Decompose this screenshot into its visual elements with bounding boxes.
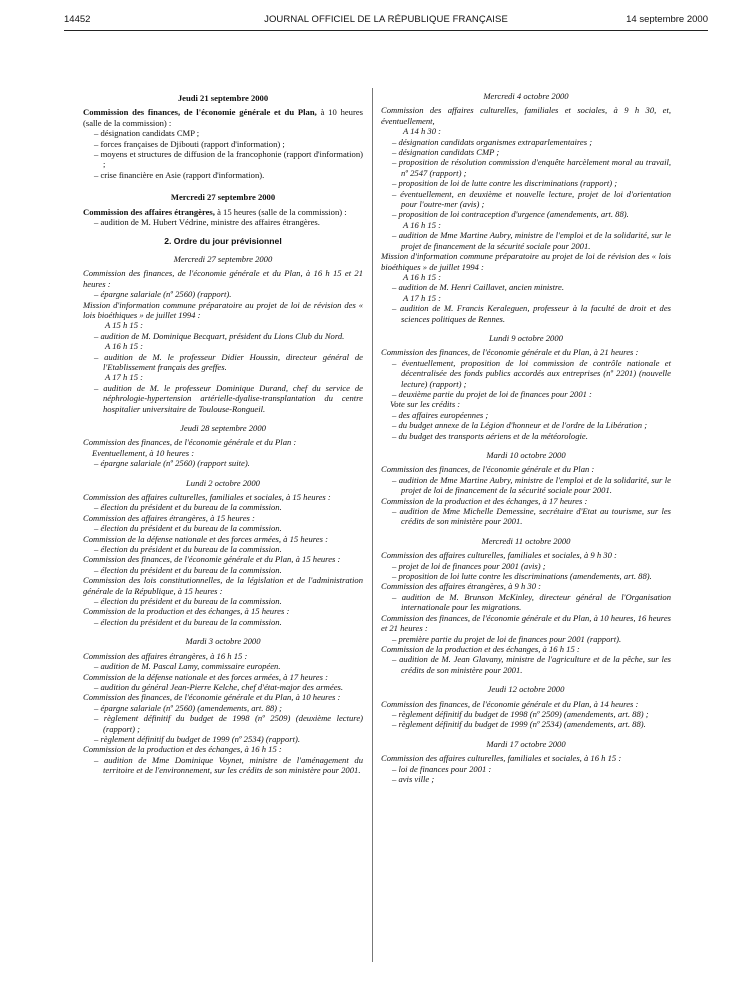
agenda-item: – audition du général Jean-Pierre Kelche, chef d'état-major des armées. — [94, 681, 344, 692]
page-number: 14452 — [64, 14, 91, 25]
agenda-entry: Commission des finances, de l'économie générale et du Plan : — [381, 464, 595, 475]
agenda-entry: Commission des affaires culturelles, familiales et sociales, à 9 h 30, et, éventuellement, — [381, 105, 671, 126]
agenda-item: – épargne salariale (nº 2560) (rapport suite). — [94, 458, 250, 469]
agenda-entry: Commission des finances, de l'économie générale et du Plan, à 10 heures, 16 heures et 21 heures : — [381, 612, 671, 634]
page-header — [64, 14, 708, 28]
agenda-entry: Commission de la défense nationale et des forces armées, à 17 heures : — [83, 671, 328, 682]
agenda-entry: Commission de la production et des échanges, à 15 heures : — [83, 606, 290, 617]
day-heading: Jeudi 12 octobre 2000 — [487, 684, 565, 695]
issue-date: 14 septembre 2000 — [626, 14, 708, 25]
agenda-item: – règlement définitif du budget de 1999 (nº 2534) (rapport). — [94, 733, 301, 744]
agenda-item: – proposition de loi contraception d'urgence (amendements, art. 88). — [392, 209, 629, 220]
time-slot: A 16 h 15 : — [403, 271, 442, 282]
agenda-item: – audition de M. Brunson McKinley, directeur général de l'Organisation internationale pour les migrations. — [392, 591, 671, 613]
agenda-item: – deuxième partie du projet de loi de finances pour 2001 : — [392, 388, 592, 399]
agenda-item: – audition de M. Pascal Lamy, commissaire européen. — [94, 661, 281, 672]
day-heading: Mardi 10 octobre 2000 — [486, 450, 566, 460]
agenda-entry: Commission des finances, de l'économie générale et du Plan, à 21 heures : — [381, 347, 639, 358]
header-rule — [64, 30, 708, 31]
agenda-item: – éventuellement, en deuxième et nouvelle lecture, projet de loi d'orientation pour l'outre-mer (avis) ; — [392, 188, 671, 210]
day-heading: Mardi 17 octobre 2000 — [486, 738, 566, 749]
agenda-item: – élection du président et du bureau de la commission. — [94, 523, 282, 534]
agenda-item: – proposition de loi de lutte contre les discriminations (rapport) ; — [392, 178, 618, 189]
day-heading: Mercredi 27 septembre 2000 — [173, 253, 273, 264]
committee-name: Commission des affaires étrangères, — [83, 206, 215, 217]
day-heading: Jeudi 28 septembre 2000 — [180, 422, 266, 433]
agenda-entry: Commission de la production et des échanges, à 17 heures : — [381, 495, 588, 506]
agenda-item: – élection du président et du bureau de la commission. — [94, 616, 282, 627]
column-divider — [372, 88, 373, 962]
agenda-item: – élection du président et du bureau de la commission. — [94, 544, 282, 555]
agenda-entry: Commission des lois constitutionnelles, de la législation et de l'administration générale de la République, à 15 heures : — [83, 575, 363, 596]
agenda-item: – éventuellement, proposition de loi commission de contrôle nationale et décentralisée des fonds publics accordés aux entreprises (nº 2201) (nouvelle lecture) (rapport) ; — [392, 357, 671, 389]
agenda-item: – audition de M. Hubert Védrine, ministre des affaires étrangères. — [94, 217, 320, 228]
entry-time: à 15 heures (salle de la commission) : — [214, 206, 347, 217]
journal-title: JOURNAL OFFICIEL DE LA RÉPUBLIQUE FRANÇAISE — [264, 14, 508, 25]
agenda-entry: Commission de la production et des échanges, à 16 h 15 : — [83, 744, 282, 755]
agenda-item: – moyens et structures de diffusion de la francophonie (rapport d'information) ; — [94, 149, 363, 170]
agenda-item: – proposition de résolution commission d'enquête harcèlement moral au travail, nº 2547 (rapport) ; — [392, 157, 671, 178]
agenda-item: – audition de M. le professeur Dominique Durand, chef du service de néphrologie-hypertension artérielle-dyalise-transplantation du centre hospitalier universitaire de Toulouse-Rongueil. — [94, 382, 363, 414]
agenda-item: – élection du président et du bureau de la commission. — [94, 564, 282, 575]
agenda-item: – élection du président et du bureau de la commission. — [94, 596, 282, 607]
time-slot: A 15 h 15 : — [105, 320, 144, 331]
section-heading: 2. Ordre du jour prévisionnel — [164, 236, 282, 247]
agenda-entry: Mission d'information commune préparatoire au projet de loi de révision des « lois bioéthiques » de juillet 1994 : — [381, 251, 671, 272]
agenda-entry: Commission des affaires étrangères, à 15 heures : — [83, 512, 255, 523]
agenda-item: – désignation candidats CMP ; — [94, 128, 200, 139]
day-heading: Mercredi 27 septembre 2000 — [170, 192, 276, 203]
day-heading: Mercredi 11 octobre 2000 — [481, 535, 571, 546]
agenda-item: – avis ville ; — [392, 773, 435, 784]
agenda-entry — [83, 107, 363, 128]
agenda-entry: Commission de la défense nationale et des forces armées, à 15 heures : — [83, 533, 328, 544]
day-heading: Mardi 3 octobre 2000 — [185, 636, 261, 647]
agenda-item: – audition de Mme Martine Aubry, ministre de l'emploi et de la solidarité, sur le projet de financement de la sécurité sociale pour 2001. — [392, 230, 671, 251]
day-heading: Mercredi 4 octobre 2000 — [483, 91, 569, 101]
agenda-item: – forces françaises de Djibouti (rapport d'information) ; — [94, 138, 285, 149]
agenda-entry: Commission des affaires culturelles, familiales et sociales, à 16 h 15 : — [381, 753, 622, 764]
agenda-entry: Commission des finances, de l'économie générale et du Plan, à 10 heures : — [83, 692, 341, 703]
agenda-item: – audition de Mme Dominique Voynet, ministre de l'aménagement du territoire et de l'environnement, sur les crédits de son ministère pour 2001. — [94, 754, 363, 776]
left-column — [83, 90, 363, 776]
agenda-item: – audition de M. Jean Glavany, ministre de l'agriculture et de la pêche, sur les crédits de son ministère pour 2001. — [392, 654, 671, 675]
agenda-entry: Commission de la production et des échanges, à 16 h 15 : — [381, 643, 580, 654]
agenda-item: – règlement définitif du budget de 1999 (nº 2534) (amendements, art. 88). — [392, 719, 646, 730]
agenda-item: – projet de loi de finances pour 2001 (avis) ; — [392, 560, 546, 571]
right-column — [381, 90, 671, 784]
agenda-entry: Commission des affaires étrangères, à 9 h 30 : — [381, 581, 542, 592]
agenda-entry: Commission des finances, de l'économie générale et du Plan, à 14 heures : — [381, 698, 639, 709]
agenda-item: – règlement définitif du budget de 1998 (nº 2509) (deuxième lecture) (rapport) ; — [94, 713, 363, 734]
time-slot: A 17 h 15 : — [105, 372, 144, 383]
time-slot: A 14 h 30 : — [403, 126, 442, 137]
agenda-entry: Commission des finances, de l'économie générale et du Plan, à 16 h 15 et 21 heures : — [83, 268, 363, 289]
agenda-entry: Commission des affaires étrangères, à 16 h 15 : — [83, 650, 248, 661]
agenda-item: – audition de M. le professeur Didier Houssin, directeur général de l'Etablissement français des greffes. — [94, 351, 363, 372]
agenda-item: – audition de Mme Michelle Demessine, secrétaire d'Etat au tourisme, sur les crédits de son ministère pour 2001. — [392, 506, 671, 527]
agenda-item: – élection du président et du bureau de la commission. — [94, 502, 282, 513]
agenda-item: – désignation candidats organismes extraparlementaires ; — [392, 136, 593, 147]
agenda-item: – désignation candidats CMP ; — [392, 147, 500, 158]
agenda-item: – épargne salariale (nº 2560) (rapport). — [94, 289, 232, 300]
agenda-item: – règlement définitif du budget de 1998 (nº 2509) (amendements, art. 88) ; — [392, 708, 649, 719]
agenda-entry: Commission des affaires culturelles, familiales et sociales, à 9 h 30 : — [381, 550, 617, 561]
agenda-item: – audition de M. Francis Keraleguen, professeur à la faculté de droit et des sciences politiques de Rennes. — [392, 303, 671, 324]
agenda-item: – du budget annexe de la Légion d'honneur et de l'ordre de la Libération ; — [392, 420, 648, 431]
time-slot: A 16 h 15 : — [403, 219, 442, 230]
agenda-entry: Mission d'information commune préparatoire au projet de loi de révision des « lois bioéthiques » de juillet 1994 : — [83, 299, 363, 320]
agenda-item: – audition de M. Henri Caillavet, ancien ministre. — [392, 282, 565, 293]
agenda-item: – épargne salariale (nº 2560) (amendements, art. 88) ; — [94, 702, 283, 713]
agenda-item: – crise financière en Asie (rapport d'information). — [94, 169, 265, 180]
committee-name: Commission des finances, de l'économie générale et du Plan, — [83, 107, 317, 118]
agenda-entry: Commission des finances, de l'économie générale et du Plan, à 15 heures : — [83, 554, 341, 565]
time-slot: A 17 h 15 : — [403, 292, 442, 303]
agenda-item: – loi de finances pour 2001 : — [392, 763, 492, 774]
agenda-entry — [83, 207, 363, 217]
time-slot: A 16 h 15 : — [105, 341, 144, 352]
day-heading: Lundi 2 octobre 2000 — [186, 477, 260, 488]
agenda-item: – proposition de loi lutte contre les discriminations (amendements, art. 88). — [392, 571, 652, 582]
day-heading: Lundi 9 octobre 2000 — [489, 332, 563, 343]
day-heading: Jeudi 21 septembre 2000 — [177, 93, 269, 103]
agenda-item: – des affaires européennes ; — [392, 409, 489, 420]
entry-time: à 10 heures (salle de la commission) : — [83, 107, 363, 128]
agenda-entry: Commission des affaires culturelles, familiales et sociales, à 15 heures : — [83, 492, 331, 502]
agenda-item: – audition de Mme Martine Aubry, ministre de l'emploi et de la solidarité, sur le projet de loi de financement de la sécurité sociale pour 2001. — [392, 474, 671, 496]
agenda-item: – première partie du projet de loi de finances pour 2001 (rapport). — [392, 633, 622, 644]
agenda-item: – du budget des transports aériens et de la météorologie. — [392, 430, 588, 441]
agenda-entry: Commission des finances, de l'économie générale et du Plan : — [83, 437, 297, 448]
agenda-item: – audition de M. Dominique Becquart, président du Lions Club du Nord. — [94, 330, 345, 341]
vote-label: Vote sur les crédits : — [390, 399, 461, 410]
entry-condition: Eventuellement, à 10 heures : — [92, 447, 195, 458]
